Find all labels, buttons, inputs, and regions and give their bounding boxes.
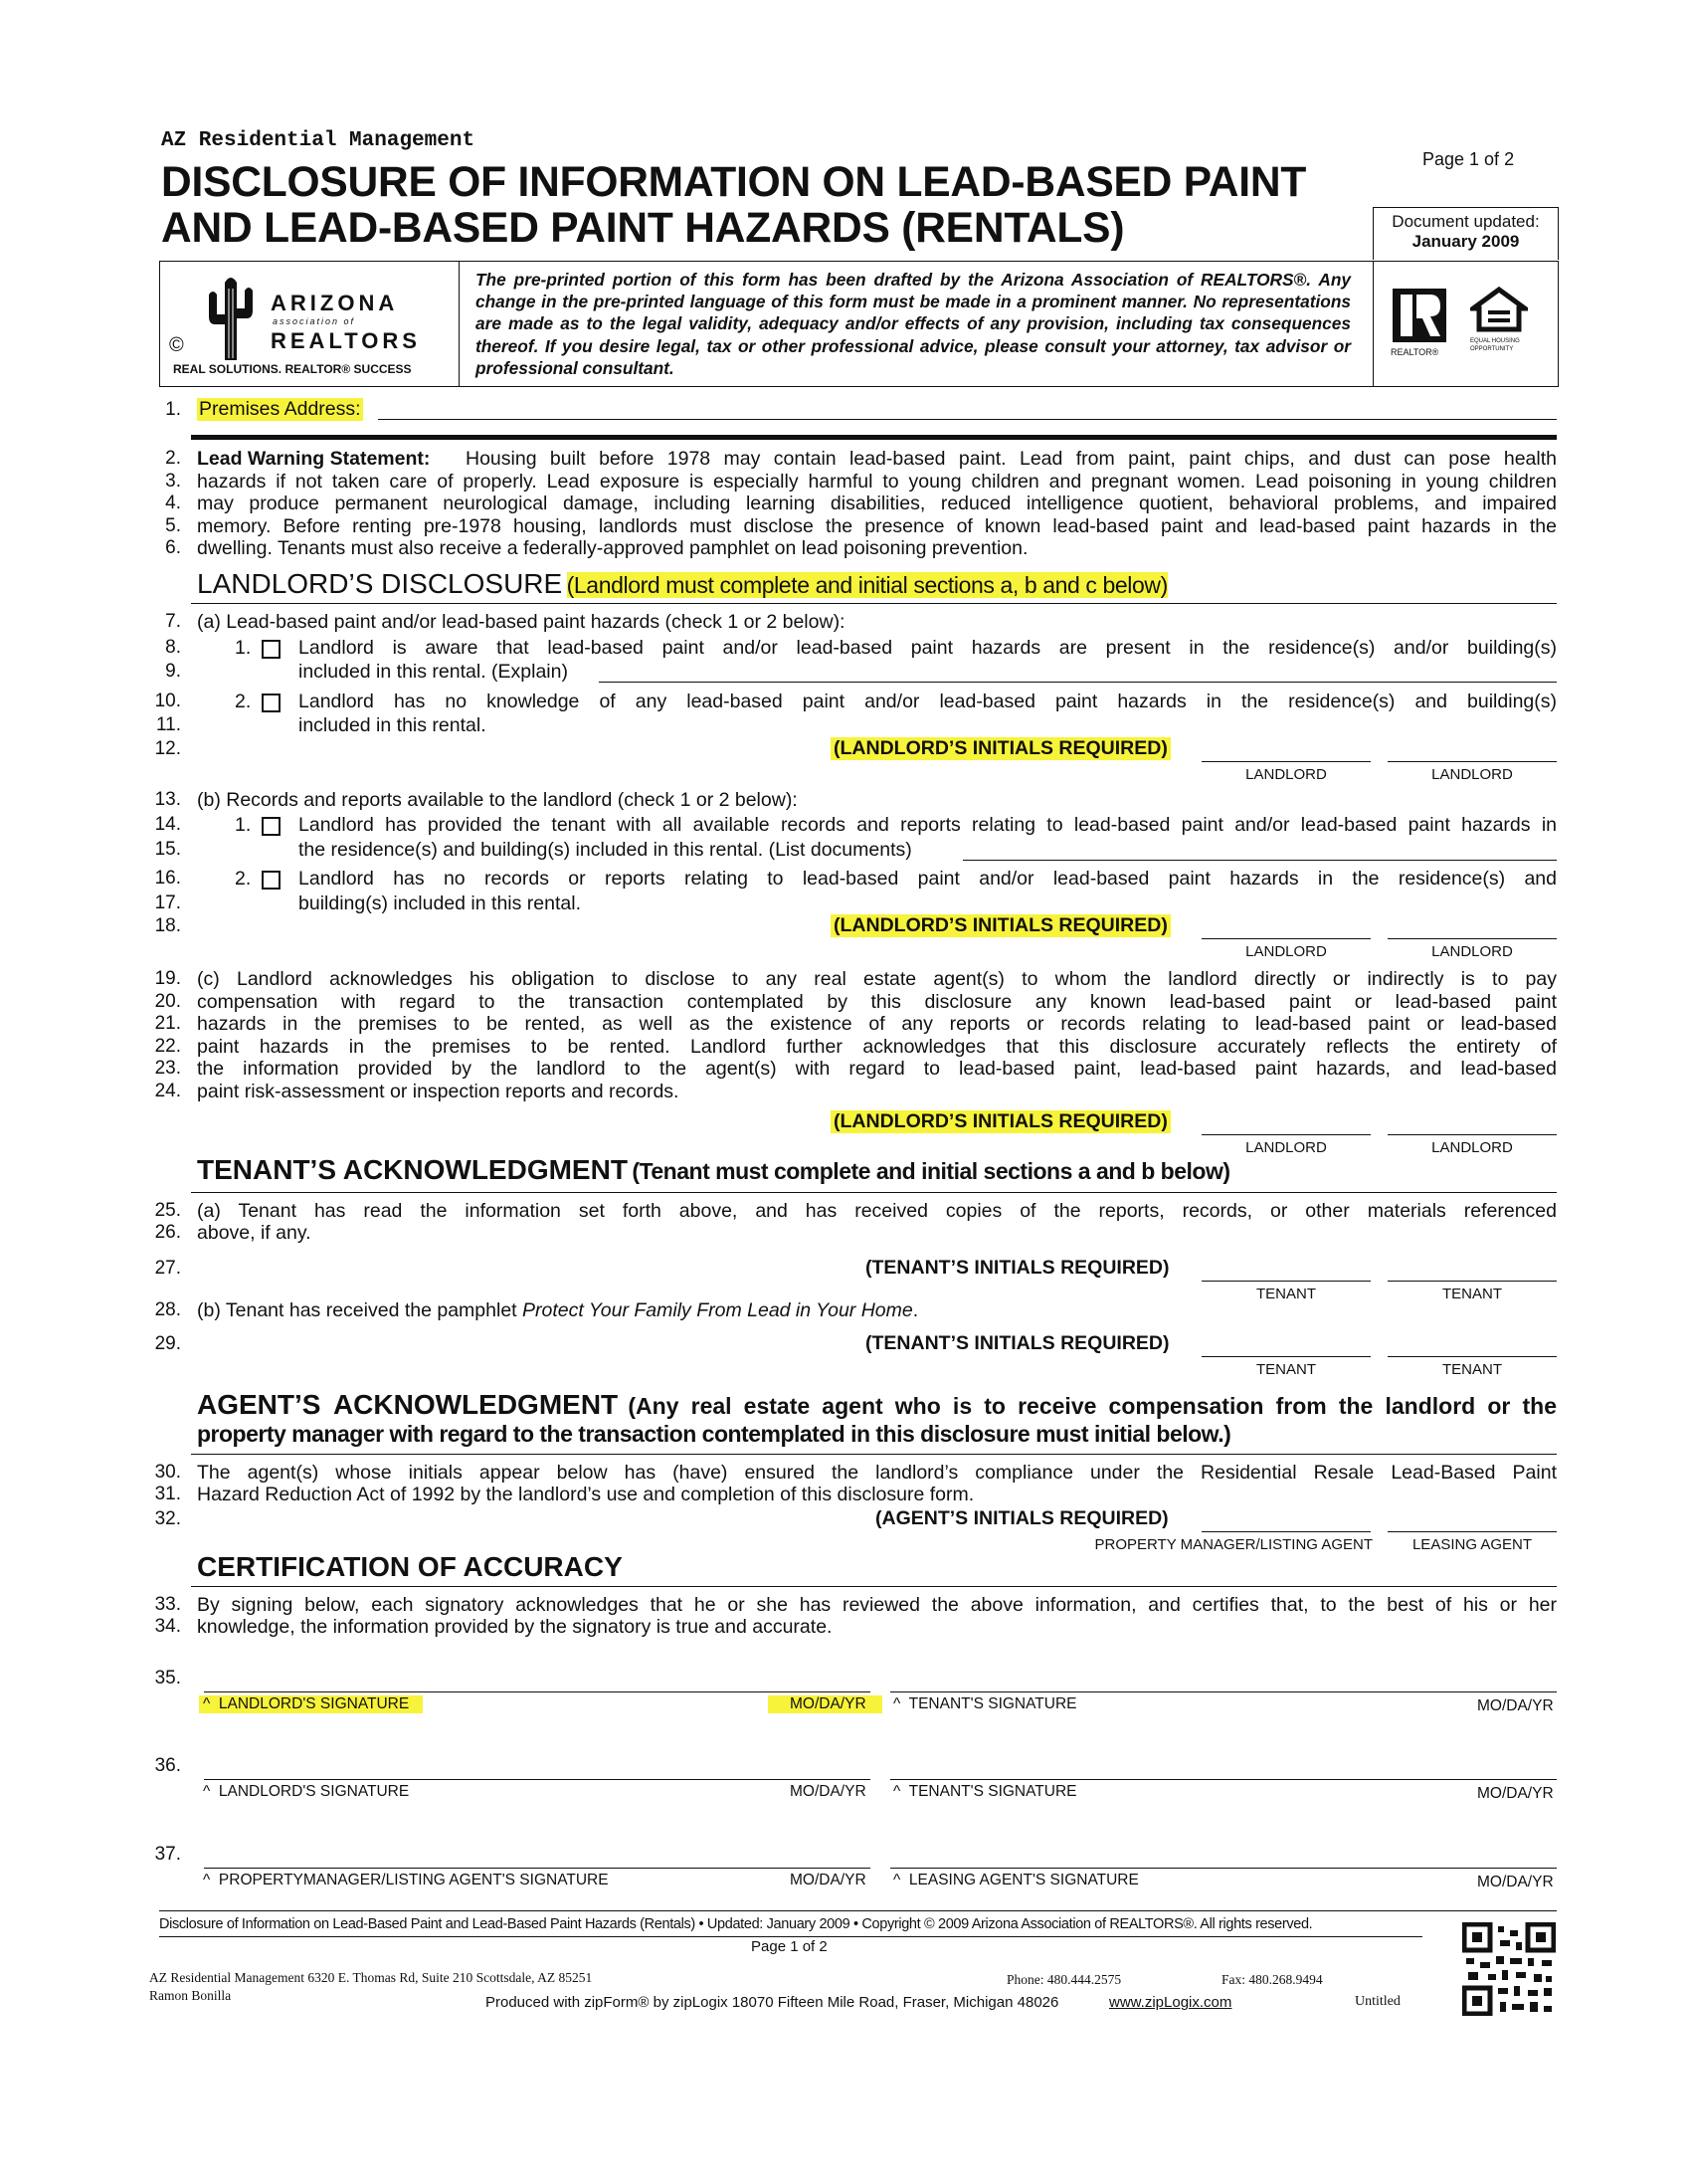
tenant-initial-field[interactable] bbox=[1388, 1356, 1557, 1357]
caret-icon: ^ bbox=[203, 1783, 211, 1800]
line-number: 6. bbox=[165, 537, 181, 559]
landlord-initials-required: (LANDLORD’S INITIALS REQUIRED) bbox=[831, 914, 1171, 937]
tenant-ack-heading bbox=[197, 1154, 1230, 1186]
saguaro-cactus-icon bbox=[205, 269, 257, 360]
line-number: 25. bbox=[154, 1200, 181, 1221]
agent-ack-text: Hazard Reduction Act of 1992 by the landlord’s use and completion of this disclosure form. bbox=[197, 1484, 975, 1505]
lead-warning-text: memory. Before renting pre-1978 housing, landlords must disclose the presence of known lead-based paint and lead-based paint hazards in the bbox=[197, 514, 1557, 537]
office-address: AZ Residential Management 6320 E. Thomas Rd, Suite 210 Scottsdale, AZ 85251 bbox=[149, 1970, 593, 1985]
lead-warning-text: hazards if not taken care of properly. Lead exposure is especially harmful to young children and pregnant women. Lead poisoning in young children bbox=[197, 470, 1557, 493]
premises-label: Premises Address: bbox=[199, 398, 361, 420]
landlord-caption: LANDLORD bbox=[1431, 766, 1513, 783]
line-number: 18. bbox=[154, 915, 181, 936]
option-a1-number: 1. bbox=[235, 637, 252, 659]
section-divider bbox=[191, 435, 1557, 440]
logo-association-of: association of bbox=[273, 316, 356, 326]
leasing-agent-date-label: MO/DA/YR bbox=[1477, 1874, 1554, 1890]
option-b2-number: 2. bbox=[235, 868, 252, 890]
certification-text: knowledge, the information provided by the signatory is true and accurate. bbox=[197, 1616, 833, 1638]
tenant-ack-instruction: (Tenant must complete and initial sections a and b below) bbox=[632, 1158, 1230, 1184]
agent-ack-instruction: (Any real estate agent who is to receive compensation from the landlord or the bbox=[628, 1393, 1558, 1419]
pm-agent-signature-label bbox=[203, 1872, 609, 1889]
line-number: 24. bbox=[154, 1081, 181, 1101]
tenant-b-text-post: . bbox=[912, 1299, 919, 1321]
line-number: 17. bbox=[154, 893, 181, 913]
line-number: 37. bbox=[154, 1844, 181, 1865]
section-divider bbox=[191, 603, 1557, 604]
line-number: 16. bbox=[154, 868, 181, 889]
checkbox-b2[interactable] bbox=[262, 871, 281, 890]
equal-housing-badge bbox=[1470, 287, 1540, 356]
landlord-disclosure-title: LANDLORD’S DISCLOSURE bbox=[197, 568, 563, 599]
agent-ack-text: The agent(s) whose initials appear below has (have) ensured the landlord’s compliance under the Residential Resale Lead-Based Paint bbox=[197, 1462, 1557, 1484]
line-number: 31. bbox=[154, 1484, 181, 1504]
tenant-initial-field[interactable] bbox=[1202, 1281, 1371, 1282]
line-number: 3. bbox=[165, 470, 181, 492]
leasing-agent-initial-field[interactable] bbox=[1388, 1531, 1557, 1532]
lead-warning-text: Housing built before 1978 may contain lead-based paint. Lead from paint, paint chips, and dust can pose health bbox=[466, 448, 1557, 470]
qr-code-icon bbox=[1462, 1922, 1556, 2016]
line-number: 36. bbox=[154, 1755, 181, 1776]
tenant-initials-required: (TENANT’S INITIALS REQUIRED) bbox=[865, 1332, 1170, 1354]
caret-icon: ^ bbox=[893, 1872, 901, 1888]
tenant-signature-field[interactable] bbox=[890, 1779, 1557, 1780]
tenant-b-text bbox=[197, 1299, 918, 1322]
option-b1-text: the residence(s) and building(s) included in this rental. (List documents) bbox=[298, 839, 912, 861]
checkbox-a1[interactable] bbox=[262, 640, 281, 659]
caret-icon: ^ bbox=[203, 1872, 211, 1888]
option-a2-text: included in this rental. bbox=[298, 714, 486, 736]
leasing-agent-signature-field[interactable] bbox=[890, 1868, 1557, 1869]
footer-page: Page 1 of 2 bbox=[751, 1938, 828, 1955]
line-number: 29. bbox=[154, 1333, 181, 1354]
landlord-signature-caption: LANDLORD'S SIGNATURE bbox=[218, 1695, 410, 1712]
section-divider bbox=[191, 1586, 1557, 1587]
premises-address-field[interactable] bbox=[378, 419, 1557, 420]
caret-icon: ^ bbox=[893, 1695, 901, 1712]
caret-icon: ^ bbox=[203, 1695, 211, 1712]
form-title-line2: AND LEAD-BASED PAINT HAZARDS (RENTALS) bbox=[161, 205, 1125, 252]
landlord-initial-field[interactable] bbox=[1202, 1134, 1371, 1135]
line-number: 33. bbox=[154, 1594, 181, 1615]
realtor-r-icon bbox=[1391, 287, 1448, 344]
section-b-label: (b) Records and reports available to the landlord (check 1 or 2 below): bbox=[197, 789, 798, 811]
pm-agent-signature-field[interactable] bbox=[204, 1868, 870, 1869]
section-c-text: compensation with regard to the transaction contemplated by this disclosure any known lead-based paint or lead-based paint bbox=[197, 990, 1557, 1013]
tenant-caption: TENANT bbox=[1442, 1286, 1502, 1302]
line-number: 27. bbox=[154, 1258, 181, 1279]
office-fax: Fax: 480.268.9494 bbox=[1221, 1972, 1323, 1987]
landlord-caption: LANDLORD bbox=[1431, 943, 1513, 960]
line-number: 15. bbox=[154, 839, 181, 860]
footer-divider bbox=[159, 1910, 1557, 1911]
landlord-initial-field[interactable] bbox=[1388, 1134, 1557, 1135]
certification-text: By signing below, each signatory acknowledges that he or she has reviewed the above information, and certifies that, to the best of his or her bbox=[197, 1594, 1557, 1616]
equal-housing-label: EQUAL HOUSING OPPORTUNITY bbox=[1470, 338, 1520, 352]
tenant-initial-field[interactable] bbox=[1202, 1356, 1371, 1357]
landlord-signature-label bbox=[199, 1695, 423, 1713]
document-updated-label: Document updated: bbox=[1392, 212, 1540, 231]
tenant-caption: TENANT bbox=[1256, 1361, 1316, 1378]
lead-warning-label: Lead Warning Statement: bbox=[197, 448, 431, 470]
landlord-caption: LANDLORD bbox=[1431, 1139, 1513, 1156]
landlord-caption: LANDLORD bbox=[1245, 1139, 1327, 1156]
document-updated-date: January 2009 bbox=[1411, 232, 1520, 251]
landlord-initials-required: (LANDLORD’S INITIALS REQUIRED) bbox=[831, 1110, 1171, 1133]
office-phone: Phone: 480.444.2575 bbox=[1007, 1972, 1122, 1987]
line-number: 10. bbox=[154, 691, 181, 711]
section-c-text: paint risk-assessment or inspection reports and records. bbox=[197, 1081, 679, 1102]
tenant-signature-field[interactable] bbox=[890, 1691, 1557, 1692]
agent-ack-title: AGENT’S ACKNOWLEDGMENT bbox=[197, 1389, 619, 1420]
section-c-text: (c) Landlord acknowledges his obligation to disclose to any real estate agent(s) to whom the landlord directly or indirectly is to pay bbox=[197, 968, 1557, 990]
landlord-date-label: MO/DA/YR bbox=[790, 1783, 866, 1800]
page-indicator: Page 1 of 2 bbox=[1422, 149, 1515, 169]
landlord-disclosure-instruction: (Landlord must complete and initial sections a, b and c below) bbox=[566, 572, 1168, 598]
tenant-a-text: (a) Tenant has read the information set forth above, and has received copies of the reports, records, or other materials referenced bbox=[197, 1200, 1557, 1222]
line-number: 34. bbox=[154, 1616, 181, 1637]
section-a-label: (a) Lead-based paint and/or lead-based paint hazards (check 1 or 2 below): bbox=[197, 611, 846, 633]
leasing-agent-signature-caption: LEASING AGENT'S SIGNATURE bbox=[908, 1872, 1139, 1888]
line-number: 2. bbox=[165, 448, 181, 469]
tenant-signature-caption: TENANT'S SIGNATURE bbox=[908, 1695, 1077, 1712]
line-number: 20. bbox=[154, 990, 181, 1012]
tenant-initials-required: (TENANT’S INITIALS REQUIRED) bbox=[865, 1257, 1170, 1279]
landlord-initial-field[interactable] bbox=[1388, 761, 1557, 762]
line-number: 32. bbox=[154, 1508, 181, 1529]
line-number: 8. bbox=[165, 637, 181, 658]
line-number: 7. bbox=[165, 611, 181, 632]
option-a2-number: 2. bbox=[235, 691, 252, 712]
section-c-text: the information provided by the landlord to the agent(s) with regard to lead-based paint, lead-based paint hazards, and lead-based bbox=[197, 1058, 1557, 1081]
equal-housing-house-icon bbox=[1470, 287, 1528, 332]
landlord-caption: LANDLORD bbox=[1245, 943, 1327, 960]
option-a1-text: Landlord is aware that lead-based paint and/or lead-based paint hazards are present in the residence(s) and/or building(s) bbox=[298, 637, 1557, 659]
landlord-signature-label bbox=[203, 1783, 409, 1801]
logo-tagline: REAL SOLUTIONS. REALTOR® SUCCESS bbox=[173, 362, 412, 376]
section-divider bbox=[191, 1192, 1557, 1193]
line-number: 5. bbox=[165, 514, 181, 536]
pm-agent-date-label: MO/DA/YR bbox=[790, 1872, 866, 1888]
option-a2-text: Landlord has no knowledge of any lead-based paint and/or lead-based paint hazards in the residence(s) and building(s) bbox=[298, 691, 1557, 712]
footer-copyright: Disclosure of Information on Lead-Based Paint and Lead-Based Paint Hazards (Rentals) • Updated: January 2009 • Copyright © 2009 Arizona Association of REALTORS®. All rights reserved. bbox=[159, 1916, 1313, 1932]
tenant-date-label: MO/DA/YR bbox=[1477, 1697, 1554, 1714]
landlord-date-label: MO/DA/YR bbox=[768, 1695, 882, 1713]
checkbox-b1[interactable] bbox=[262, 817, 281, 836]
line-number: 11. bbox=[155, 714, 181, 735]
agent-ack-heading bbox=[197, 1389, 1557, 1421]
agent-ack-instruction-cont: property manager with regard to the transaction contemplated in this disclosure must initial below.) bbox=[197, 1421, 1231, 1447]
logo-copyright: © bbox=[169, 334, 184, 356]
explain-field[interactable] bbox=[599, 682, 1557, 683]
option-b1-number: 1. bbox=[235, 814, 252, 836]
section-c-text: paint hazards in the premises to be rented. Landlord further acknowledges that this disclosure accurately reflects the entirety of bbox=[197, 1035, 1557, 1058]
document-name: Untitled bbox=[1355, 1994, 1401, 2009]
pm-agent-initial-field[interactable] bbox=[1202, 1531, 1371, 1532]
landlord-signature-field[interactable] bbox=[204, 1691, 870, 1692]
list-documents-field[interactable] bbox=[963, 860, 1557, 861]
line-number: 26. bbox=[154, 1222, 181, 1243]
lead-warning-text: may produce permanent neurological damage, including learning disabilities, reduced intelligence quotient, behavioral problems, and impaired bbox=[197, 493, 1557, 515]
line-number: 1. bbox=[165, 399, 181, 420]
line-number: 28. bbox=[154, 1299, 181, 1320]
option-a1-text: included in this rental. (Explain) bbox=[298, 661, 568, 683]
logo-realtors: REALTORS bbox=[271, 328, 421, 353]
line-number: 19. bbox=[154, 968, 181, 989]
tenant-date-label: MO/DA/YR bbox=[1477, 1785, 1554, 1802]
tenant-caption: TENANT bbox=[1256, 1286, 1316, 1302]
footer-divider bbox=[159, 1936, 1422, 1937]
leasing-agent-signature-label bbox=[893, 1872, 1139, 1889]
landlord-disclosure-heading bbox=[197, 568, 1168, 600]
landlord-signature-field[interactable] bbox=[204, 1779, 870, 1780]
lead-warning-text: dwelling. Tenants must also receive a federally-approved pamphlet on lead poisoning prevention. bbox=[197, 537, 1029, 560]
landlord-caption: LANDLORD bbox=[1245, 766, 1327, 783]
arizona-realtors-logo bbox=[161, 263, 458, 384]
line-number: 14. bbox=[154, 814, 181, 835]
logo-arizona: ARIZONA bbox=[271, 291, 399, 315]
landlord-signature-caption: LANDLORD'S SIGNATURE bbox=[218, 1783, 410, 1800]
tenant-signature-label bbox=[893, 1783, 1077, 1801]
company-name: AZ Residential Management bbox=[161, 129, 475, 152]
tenant-signature-label bbox=[893, 1695, 1077, 1713]
section-c-text: hazards in the premises to be rented, as well as the existence of any reports or records relating to lead-based paint or lead-based bbox=[197, 1013, 1557, 1036]
ziplogix-link[interactable]: www.zipLogix.com bbox=[1109, 1994, 1232, 2011]
pm-agent-signature-caption: PROPERTYMANAGER/LISTING AGENT'S SIGNATURE bbox=[218, 1872, 609, 1888]
tenant-a-text: above, if any. bbox=[197, 1222, 311, 1244]
line-number: 12. bbox=[154, 738, 181, 759]
line-number: 4. bbox=[165, 493, 181, 514]
option-b1-text: Landlord has provided the tenant with all available records and reports relating to lead-based paint and/or lead-based paint hazards in bbox=[298, 814, 1557, 836]
line-number: 22. bbox=[154, 1035, 181, 1057]
line-number: 23. bbox=[154, 1058, 181, 1080]
tenant-ack-title: TENANT’S ACKNOWLEDGMENT bbox=[197, 1154, 628, 1185]
tenant-initial-field[interactable] bbox=[1388, 1281, 1557, 1282]
tenant-b-text-pre: (b) Tenant has received the pamphlet bbox=[197, 1299, 517, 1321]
landlord-initials-required: (LANDLORD’S INITIALS REQUIRED) bbox=[831, 737, 1171, 760]
checkbox-a2[interactable] bbox=[262, 694, 281, 712]
caret-icon: ^ bbox=[893, 1783, 901, 1800]
produced-with: Produced with zipForm® by zipLogix 18070 Fifteen Mile Road, Fraser, Michigan 48026 bbox=[485, 1994, 1059, 2011]
disclaimer-text: The pre-printed portion of this form has been drafted by the Arizona Association of REALTORS®. Any change in the pre-printed language of this form must be made in a prominent manner. No representations are made as to the legal validity, adequacy and/or effects of any provision, including tax consequences thereof. If you desire legal, tax or other professional advice, please consult your attorney, tax advisor or professional consultant. bbox=[475, 270, 1351, 378]
tenant-caption: TENANT bbox=[1442, 1361, 1502, 1378]
landlord-initial-field[interactable] bbox=[1202, 761, 1371, 762]
info-box-divider-right bbox=[1373, 261, 1374, 387]
pm-agent-caption: PROPERTY MANAGER/LISTING AGENT bbox=[1094, 1536, 1373, 1553]
landlord-initial-field[interactable] bbox=[1388, 938, 1557, 939]
leasing-agent-caption: LEASING AGENT bbox=[1411, 1536, 1533, 1553]
line-number: 9. bbox=[165, 661, 181, 682]
agent-initials-required: (AGENT’S INITIALS REQUIRED) bbox=[875, 1507, 1169, 1529]
certification-heading: CERTIFICATION OF ACCURACY bbox=[197, 1551, 623, 1582]
line-number: 35. bbox=[154, 1668, 181, 1688]
option-b2-text: building(s) included in this rental. bbox=[298, 893, 581, 914]
agent-name: Ramon Bonilla bbox=[149, 1988, 232, 2003]
info-box-divider-left bbox=[459, 261, 460, 387]
landlord-initial-field[interactable] bbox=[1202, 938, 1371, 939]
line-number: 30. bbox=[154, 1462, 181, 1483]
form-title-line1: DISCLOSURE OF INFORMATION ON LEAD-BASED PAINT bbox=[161, 159, 1307, 206]
option-b2-text: Landlord has no records or reports relating to lead-based paint and/or lead-based paint hazards in the residence(s) and bbox=[298, 868, 1557, 890]
pamphlet-title: Protect Your Family From Lead in Your Home bbox=[522, 1299, 913, 1321]
realtor-badge bbox=[1391, 287, 1452, 356]
line-number: 21. bbox=[154, 1013, 181, 1035]
tenant-signature-caption: TENANT'S SIGNATURE bbox=[908, 1783, 1077, 1800]
section-divider bbox=[191, 1454, 1557, 1455]
document-updated-box bbox=[1373, 207, 1559, 260]
line-number: 13. bbox=[154, 789, 181, 810]
realtor-badge-label: REALTOR® bbox=[1391, 347, 1439, 357]
